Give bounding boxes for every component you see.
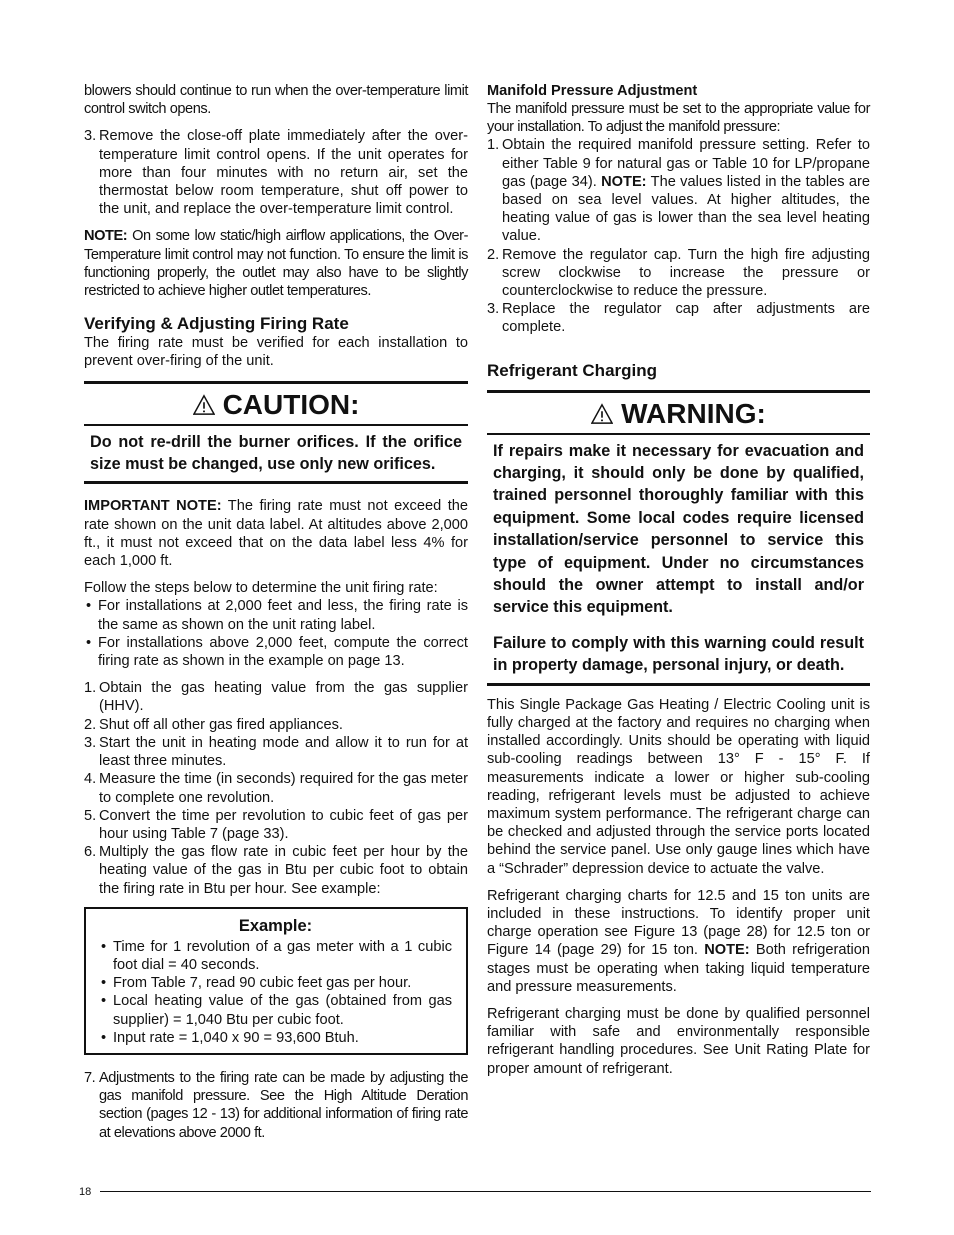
example-text: Time for 1 revolution of a gas meter with a 1 cubic foot dial = 40 seconds. [113,938,452,973]
step-item [84,716,468,734]
step-item [84,679,468,715]
example-box [84,907,468,1055]
paragraph-text: Both refrigeration stages must be operating when taking liquid temperature and pressure measurements. [487,942,870,995]
follow-steps-text: Follow the steps below to determine the unit firing rate: [84,580,438,597]
example-item [99,1029,452,1047]
step-number: 1. [84,680,97,697]
important-note [84,497,468,570]
step-number: 3. [84,734,97,751]
paragraph-text: Refrigerant charging charts for 12.5 and 15 ton units are included in these instructions. To identify proper unit charge operation see Figure 13 (page 28) for 12.5 ton or Figure 14 (page 29) for 15 ton. [487,887,870,959]
example-item [99,974,452,992]
step-text: Remove the close-off plate immediately after the over-temperature limit control opens. If the unit operates for more than four minutes with no return air, set the thermostat below room temperature, shut off power to the unit, and replace the over-temperature limit control. [99,128,468,218]
step-7 [84,1069,468,1142]
step-7-list [84,1069,468,1142]
step-3-list [84,127,468,218]
manifold-step [487,246,870,301]
bullet-icon: • [86,598,92,615]
step-text: Replace the regulator cap after adjustments are complete. [502,301,870,336]
warning-text-1: If repairs make it necessary for evacuation and charging, it should only be done by qualified, trained personnel thoroughly familiar with this equipment. Some local codes require licensed installation/service personnel to service this type of equipment. Under no circumstances should the owner attempt to install and/or service this equipment. [493,441,864,617]
step-item [84,770,468,806]
step-item [84,843,468,898]
step-number: 3. [84,128,97,145]
warning-header [487,393,870,435]
bullet-text: For installations at 2,000 feet and less, the firing rate is the same as shown on the unit rating label. [98,598,468,633]
step-text: Obtain the gas heating value from the gas supplier (HHV). [99,680,468,715]
page-number: 18 [79,1186,92,1198]
note-label: NOTE: [84,228,128,245]
caution-header [84,384,468,426]
step-text: Obtain the required manifold pressure setting. Refer to either Table 9 for natural gas or Table 10 for LP/propane gas (page 34). [502,137,870,190]
step-number: 2. [84,716,97,733]
step-item [84,807,468,843]
step-text: Adjustments to the firing rate can be made by adjusting the gas manifold pressure. See the High Altitude Deration section (pages 12 - 13) for additional information of firing rate at elevations above 2000 ft. [99,1069,468,1141]
step-number: 5. [84,807,97,824]
warning-triangle-icon [591,403,613,425]
manifold-text: The manifold pressure must be set to the appropriate value for your installation. To adjust the manifold pressure: [487,101,870,136]
important-label: IMPORTANT NOTE: [84,498,222,515]
manifold-heading: Manifold Pressure Adjustment [487,83,698,99]
step-text: The values listed in the tables are based on sea level values. At higher altitudes, the heating value of gas is lower than the sea level heating value. [502,173,871,245]
example-list [99,938,452,1047]
example-text: Local heating value of the gas (obtained from gas supplier) = 1,040 Btu per cubic foot. [113,993,452,1028]
example-item [99,992,452,1028]
step-3 [84,127,468,218]
step-number: 4. [84,771,97,788]
step-text: Multiply the gas flow rate in cubic feet per hour by the heating value of the gas in Btu per cubic foot to obtain the firing rate in Btu per hour. See example: [99,844,468,897]
step-number: 6. [84,844,97,861]
step-text: Remove the regulator cap. Turn the high fire adjusting screw clockwise to increase the pressure or counterclockwise to reduce the pressure. [502,246,870,300]
bullet-icon: • [86,634,92,651]
intro-text: blowers should continue to run when the over-temperature limit control switch opens. [84,83,468,118]
refrigerant-heading: Refrigerant Charging [487,360,658,380]
caution-body: Do not re-drill the burner orifices. If the orifice size must be changed, use only new orifices. [90,432,462,474]
warning-title: WARNING: [621,397,766,429]
example-item [99,938,452,974]
footer-divider [100,1191,871,1192]
altitude-bullets [84,597,468,670]
left-column [84,82,468,1151]
step-number: 3. [487,301,500,318]
step-text: Shut off all other gas fired appliances. [99,716,343,733]
firing-rate-heading: Verifying & Adjusting Firing Rate [84,314,349,334]
right-column [487,82,870,1087]
warning-triangle-icon [193,394,215,416]
step-text: Convert the time per revolution to cubic feet of gas per hour using Table 7 (page 33). [99,807,468,842]
manifold-steps-list [487,136,870,336]
note-text: On some low static/high airflow applications, the Over-Temperature limit control may not function. To ensure the limit is functioning properly, the outlet may also have to be slightly restricted to achieve higher outlet temperatures. [84,228,468,300]
firing-steps-list [84,679,468,897]
warning-text-2: Failure to comply with this warning could result in property damage, personal injury, or death. [493,633,864,675]
note-label: NOTE: [704,942,750,959]
bullet-text: For installations above 2,000 feet, compute the correct firing rate as shown in the example on page 13. [98,634,468,670]
example-text: Input rate = 1,040 x 90 = 93,600 Btuh. [113,1029,359,1046]
example-title: Example: [238,916,313,935]
caution-callout [84,381,468,485]
step-text: Start the unit in heating mode and allow it to run for at least three minutes. [99,734,468,770]
important-text: The firing rate must not exceed the rate shown on the unit data label. At altitudes above 2,000 ft., it must not exceed that on the data label less 4% for each 1,000 ft. [84,498,468,570]
manifold-step [487,136,870,245]
note-paragraph [84,227,468,300]
step-item [84,734,468,770]
manifold-step [487,300,870,336]
firing-rate-text: The firing rate must be verified for each installation to prevent over-firing of the unit. [84,335,468,370]
warning-body [487,435,870,683]
example-text: From Table 7, read 90 cubic feet gas per hour. [113,975,412,992]
refrigerant-paragraph-2 [487,887,870,996]
refrigerant-paragraph-3: Refrigerant charging must be done by qualified personnel familiar with safe and environmentally responsible refrigerant handling procedures. See Unit Rating Plate for proper amount of refrigerant. [487,1005,870,1077]
bullet-icon: • [101,1029,107,1046]
step-number: 2. [487,246,500,263]
bullet-icon: • [101,938,107,955]
bullet-icon: • [101,975,107,992]
warning-callout [487,390,870,686]
caution-title: CAUTION: [222,388,360,420]
bullet-item [84,597,468,633]
step-number: 1. [487,137,500,154]
refrigerant-paragraph-1: This Single Package Gas Heating / Electric Cooling unit is fully charged at the factory and requires no charging when installed accordingly. Units should be operating with liquid sub-cooling readings between 13° F - 15° F. If measurements indicate a lower or higher sub-cooling reading, refrigerant levels must be adjusted to achieve maximum system performance. The refrigerant charge can be checked and adjusted through the service ports located behind the service panel. Use only gauge lines which have a “Schrader” depression device to actuate the valve. [487,696,870,877]
step-text: Measure the time (in seconds) required for the gas meter to complete one revolution. [99,771,468,806]
note-label: NOTE: [601,173,647,190]
bullet-item [84,634,468,670]
bullet-icon: • [101,993,107,1010]
step-number: 7. [84,1069,96,1086]
